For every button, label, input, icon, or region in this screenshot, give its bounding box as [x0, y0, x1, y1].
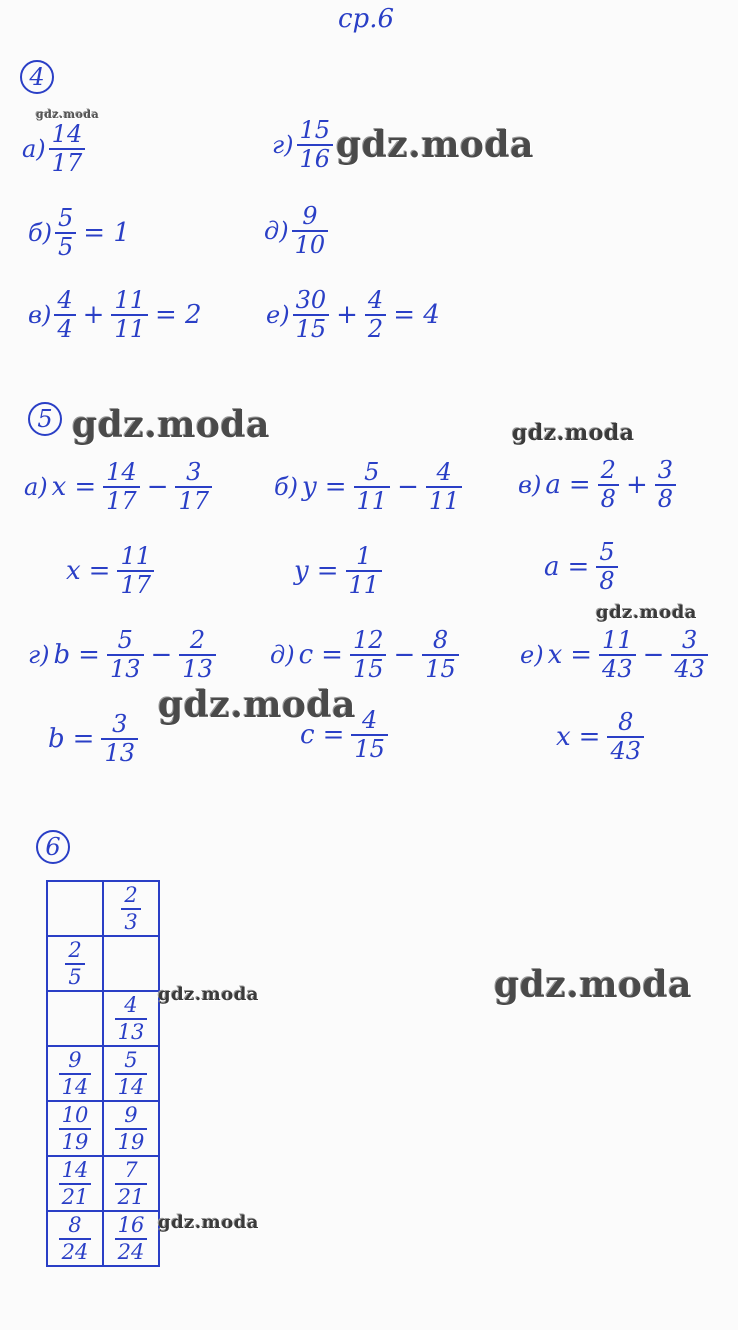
fraction: $\frac{8}{15}$	[422, 628, 459, 682]
equals: =	[322, 720, 345, 751]
watermark-big: gdz.moda	[494, 964, 692, 1006]
task5-a	[24, 460, 215, 514]
fraction: $\frac{4}{13}$	[115, 994, 148, 1042]
fraction: $\frac{2}{13}$	[179, 628, 216, 682]
grid-row	[47, 1156, 159, 1211]
grid-cell	[47, 991, 103, 1046]
watermark-tiny: gdz.moda	[36, 108, 100, 121]
watermark-mid: gdz.moda	[512, 420, 635, 446]
item-label: б)	[28, 219, 53, 248]
operator: +	[336, 300, 358, 331]
item-label: б)	[274, 473, 299, 502]
grid-cell	[47, 881, 103, 936]
grid-cell	[103, 1211, 159, 1266]
fraction: $\frac{8}{43}$	[607, 710, 644, 764]
result: = 2	[154, 300, 202, 331]
grid-row	[47, 1211, 159, 1266]
task6-number: 6	[36, 830, 70, 864]
fraction: $\frac{7}{21}$	[115, 1159, 148, 1207]
item-label: а)	[24, 473, 48, 502]
fraction: $\frac{5}{11}$	[354, 460, 391, 514]
item-label: е)	[520, 641, 544, 670]
grid-row	[47, 936, 159, 991]
item-label: а)	[22, 135, 46, 164]
watermark-big: gdz.moda	[158, 684, 356, 726]
fraction: $\frac{3}{43}$	[671, 628, 708, 682]
fraction: $\frac{9}{14}$	[59, 1049, 92, 1097]
variable: a	[544, 552, 560, 583]
equals: =	[324, 472, 347, 503]
variable: b	[48, 724, 65, 755]
equals: =	[568, 470, 591, 501]
fraction: $\frac{5}{13}$	[107, 628, 144, 682]
variable: c	[298, 640, 314, 671]
grid-row	[47, 1046, 159, 1101]
page-header: ср.6	[338, 4, 395, 34]
fraction: $\frac{9}{19}$	[115, 1104, 148, 1152]
equals: =	[88, 556, 111, 587]
variable: x	[556, 722, 571, 753]
operator: +	[625, 470, 648, 501]
fraction: $\frac{4}{15}$	[351, 708, 388, 762]
watermark-big: gdz.moda	[72, 404, 270, 446]
equals: =	[78, 640, 100, 671]
task4-b	[28, 206, 134, 260]
fraction: $\frac{30}{15}$	[293, 288, 330, 342]
task5-v	[518, 458, 679, 512]
equals: =	[321, 640, 343, 671]
task4-d	[264, 204, 331, 258]
item-label: е)	[266, 301, 290, 330]
fraction: $\frac{11}{11}$	[111, 288, 148, 342]
task4-g	[272, 118, 336, 172]
variable: x	[66, 556, 81, 587]
item-label: д)	[270, 641, 295, 670]
task5-a-answer	[62, 544, 157, 598]
watermark-small: gdz.moda	[596, 602, 697, 623]
watermark-big: gdz.moda	[336, 124, 534, 166]
task5-e-answer	[552, 710, 647, 764]
equals: =	[72, 724, 95, 755]
grid-cell	[47, 1046, 103, 1101]
task5-g	[28, 628, 219, 682]
fraction: $\frac{10}{19}$	[59, 1104, 92, 1152]
fraction: $\frac{5}{5}$	[55, 206, 76, 260]
variable: a	[545, 470, 561, 501]
fraction: $\frac{11}{17}$	[117, 544, 154, 598]
fraction: $\frac{14}{17}$	[49, 122, 86, 176]
item-label: в)	[518, 471, 542, 500]
fraction: $\frac{5}{14}$	[115, 1049, 148, 1097]
result: = 1	[83, 218, 130, 249]
fraction-grid	[46, 880, 160, 1267]
task5-g-answer	[44, 712, 141, 766]
fraction: $\frac{14}{21}$	[59, 1159, 92, 1207]
grid-row	[47, 1101, 159, 1156]
fraction: $\frac{12}{15}$	[350, 628, 387, 682]
variable: b	[53, 640, 71, 671]
operator: −	[150, 640, 173, 671]
fraction: $\frac{11}{43}$	[599, 628, 636, 682]
task5-d	[270, 628, 462, 682]
grid-cell	[47, 936, 103, 991]
fraction: $\frac{4}{4}$	[54, 288, 75, 342]
equals: =	[578, 722, 601, 753]
grid-cell	[103, 1046, 159, 1101]
task4-number: 4	[20, 60, 54, 94]
variable: y	[302, 472, 317, 503]
operator: +	[82, 300, 105, 331]
task5-d-answer	[296, 708, 391, 762]
task4-a	[22, 122, 88, 176]
grid-cell	[103, 881, 159, 936]
variable: y	[294, 556, 309, 587]
task4-v	[28, 288, 206, 342]
item-label: д)	[264, 217, 289, 246]
operator: −	[642, 640, 665, 671]
equals: =	[567, 552, 590, 583]
item-label: г)	[272, 131, 294, 160]
operator: −	[146, 472, 169, 503]
grid-cell	[103, 1156, 159, 1211]
task5-b	[274, 460, 465, 514]
item-label: в)	[28, 301, 52, 330]
fraction: $\frac{8}{24}$	[59, 1214, 92, 1262]
grid-cell	[103, 1101, 159, 1156]
fraction: $\frac{3}{8}$	[655, 458, 676, 512]
fraction: $\frac{2}{8}$	[598, 458, 619, 512]
fraction: $\frac{16}{24}$	[115, 1214, 148, 1262]
task4-e	[266, 288, 444, 342]
item-label: г)	[28, 641, 50, 670]
fraction: $\frac{5}{8}$	[596, 540, 617, 594]
grid-row	[47, 881, 159, 936]
variable: x	[547, 640, 563, 671]
fraction: $\frac{9}{10}$	[292, 204, 329, 258]
watermark-small: gdz.moda	[158, 984, 259, 1005]
result: = 4	[393, 300, 440, 331]
operator: −	[393, 640, 416, 671]
task5-v-answer	[540, 540, 621, 594]
variable: c	[300, 720, 315, 751]
fraction: $\frac{3}{13}$	[101, 712, 138, 766]
fraction: $\frac{4}{11}$	[426, 460, 463, 514]
task5-number: 5	[28, 402, 62, 436]
fraction: $\frac{1}{11}$	[346, 544, 383, 598]
fraction: $\frac{4}{2}$	[365, 288, 386, 342]
grid-cell	[47, 1211, 103, 1266]
fraction: $\frac{14}{17}$	[103, 460, 140, 514]
grid-row	[47, 991, 159, 1046]
grid-cell	[103, 936, 159, 991]
variable: x	[51, 472, 67, 503]
equals: =	[74, 472, 97, 503]
task5-e	[520, 628, 711, 682]
equals: =	[570, 640, 593, 671]
grid-cell	[103, 991, 159, 1046]
fraction: $\frac{3}{17}$	[175, 460, 212, 514]
fraction: $\frac{15}{16}$	[297, 118, 334, 172]
fraction: $\frac{2}{3}$	[121, 884, 140, 932]
operator: −	[397, 472, 419, 503]
task5-b-answer	[290, 544, 385, 598]
grid-cell	[47, 1156, 103, 1211]
fraction: $\frac{2}{5}$	[65, 939, 84, 987]
watermark-small: gdz.moda	[158, 1212, 259, 1233]
equals: =	[316, 556, 339, 587]
grid-cell	[47, 1101, 103, 1156]
